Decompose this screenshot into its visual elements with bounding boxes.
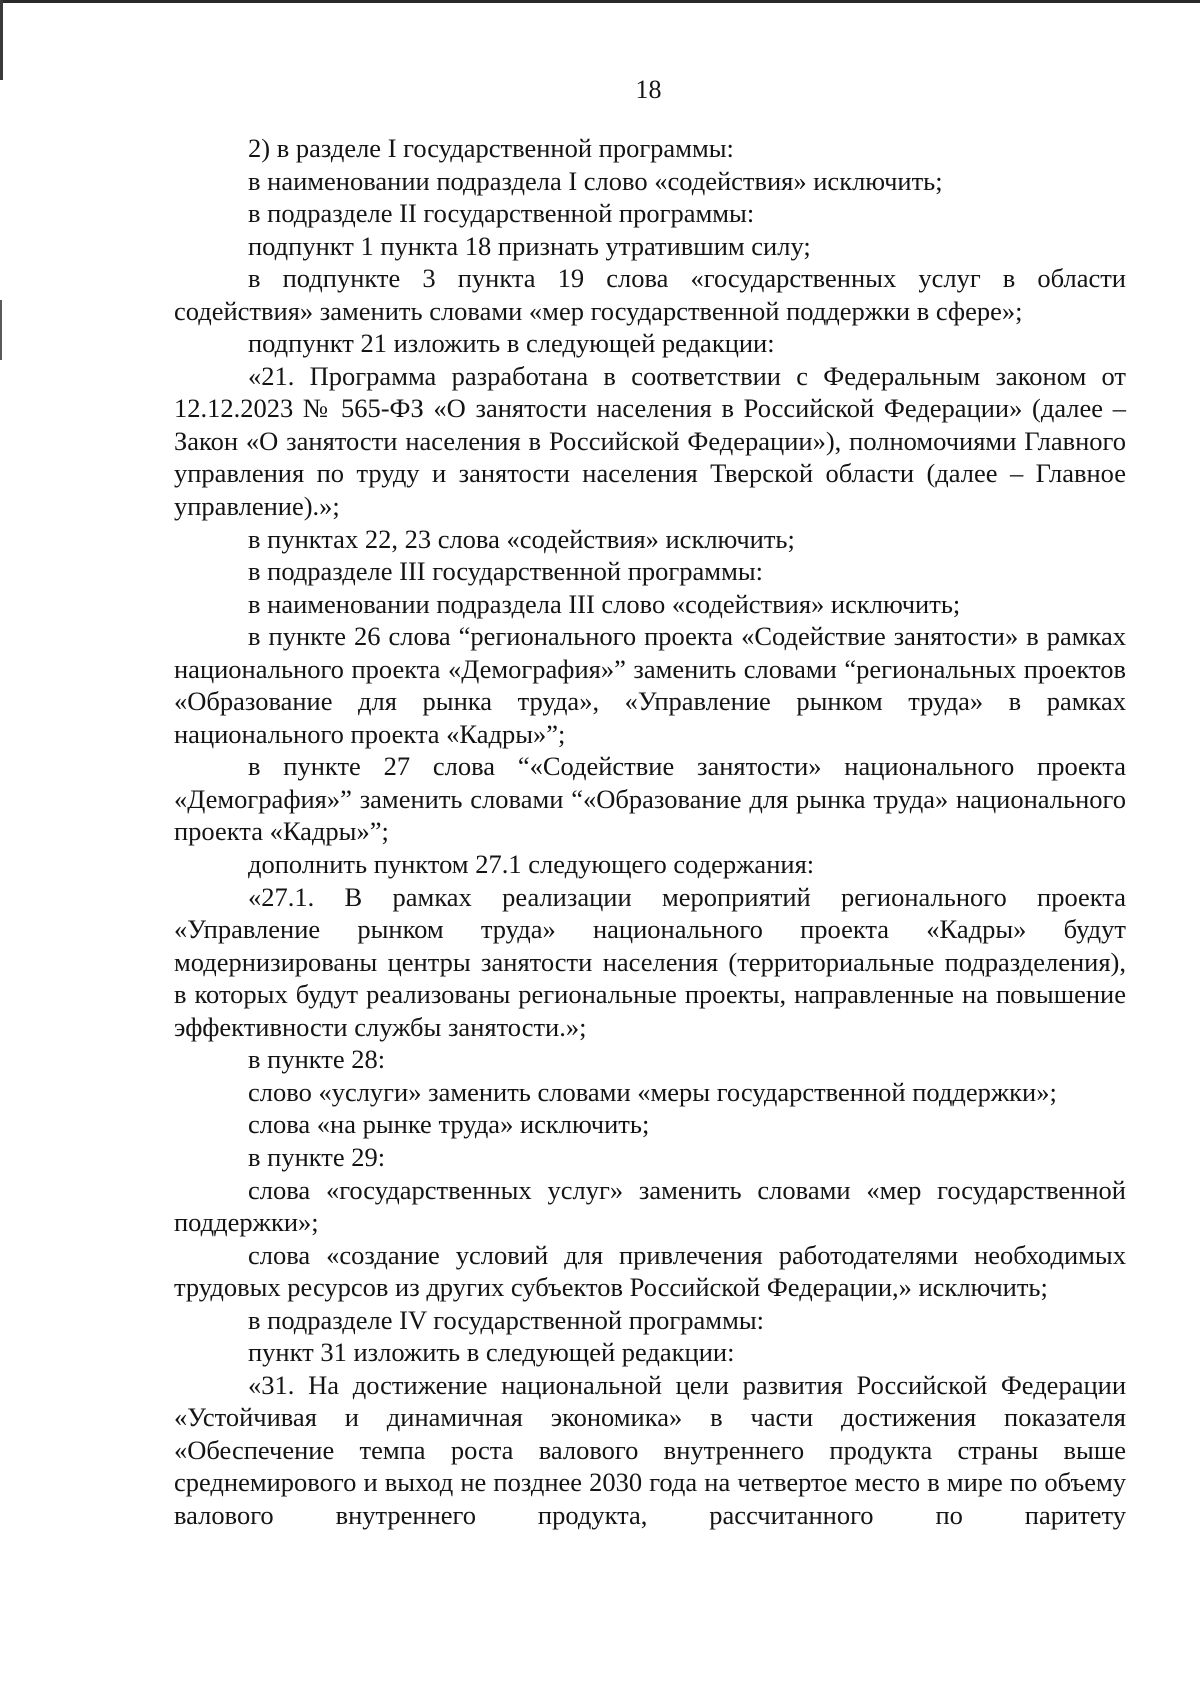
paragraph: в наименовании подраздела I слово «содействия» исключить; [248,165,943,196]
paragraph: слово «услуги» заменить словами «меры государственной поддержки»; [248,1076,1057,1107]
scan-border-left-mark [0,300,2,360]
paragraph: подпункт 21 изложить в следующей редакции: [248,328,775,359]
paragraph: в подразделе IV государственной программы: [248,1304,765,1335]
paragraph: слова «государственных услуг» заменить словами «мер государственной поддержки»; [174,1174,1126,1238]
document-body [174,132,1126,1532]
page-number: 18 [635,75,662,104]
paragraph: слова «создание условий для привлечения работодателями необходимых трудовых ресурсов из других субъектов Российской Федерации,» исключить; [174,1239,1126,1303]
paragraph: в подразделе III государственной программы: [248,556,764,587]
paragraph: «21. Программа разработана в соответствии с Федеральным законом от 12.12.2023 № 565-ФЗ «О занятости населения в Российской Федерации» (далее – Закон «О занятости населения в Российской Федерации»), полномочиями Главного управления по труду и занятости населения Тверской области (далее – Главное управление).»; [174,360,1126,522]
paragraph: пункт 31 изложить в следующей редакции: [248,1337,735,1368]
paragraph: «27.1. В рамках реализации мероприятий регионального проекта «Управление рынком труда» национального проекта «Кадры» будут модернизированы центры занятости населения (территориальные подразделения), в которых будут реализованы региональные проекты, направленные на повышение эффективности службы занятости.»; [174,881,1126,1042]
paragraph: в пунктах 22, 23 слова «содействия» исключить; [248,523,795,554]
paragraph: дополнить пунктом 27.1 следующего содержания: [248,849,815,880]
paragraph: в наименовании подраздела III слово «содействия» исключить; [248,588,961,619]
paragraph: в подпункте 3 пункта 19 слова «государственных услуг в области содействия» заменить словами «мер государственной поддержки в сфере»; [174,263,1126,326]
scan-border-left [0,0,3,80]
paragraph: в пункте 26 слова “регионального проекта «Содействие занятости» в рамках национального проекта «Демография»” заменить словами “региональных проектов «Образование для рынка труда», «Управление рынком труда» в рамках национального проекта «Кадры»”; [174,621,1126,749]
paragraph: слова «на рынке труда» исключить; [248,1109,650,1140]
paragraph: в пункте 28: [248,1044,386,1075]
paragraph: в пункте 29: [248,1141,386,1172]
paragraph-continued: «31. На достижение национальной цели развития Российской Федерации «Устойчивая и динамичная экономика» в части достижения показателя «Обеспечение темпа роста валового внутреннего продукта страны выше среднемирового и выход не позднее 2030 года на четвертое место в мире по объему валового внутреннего продукта, рассчитанного по паритету [174,1369,1126,1530]
scan-border-top [0,0,1200,3]
paragraph: в подразделе II государственной программы: [248,198,755,229]
paragraph: в пункте 27 слова “«Содействие занятости» национального проекта «Демография»” заменить словами “«Образование для рынка труда» национального проекта «Кадры»”; [174,751,1126,847]
paragraph: подпункт 1 пункта 18 признать утратившим силу; [248,230,811,261]
paragraph: 2) в разделе I государственной программы: [248,133,734,163]
